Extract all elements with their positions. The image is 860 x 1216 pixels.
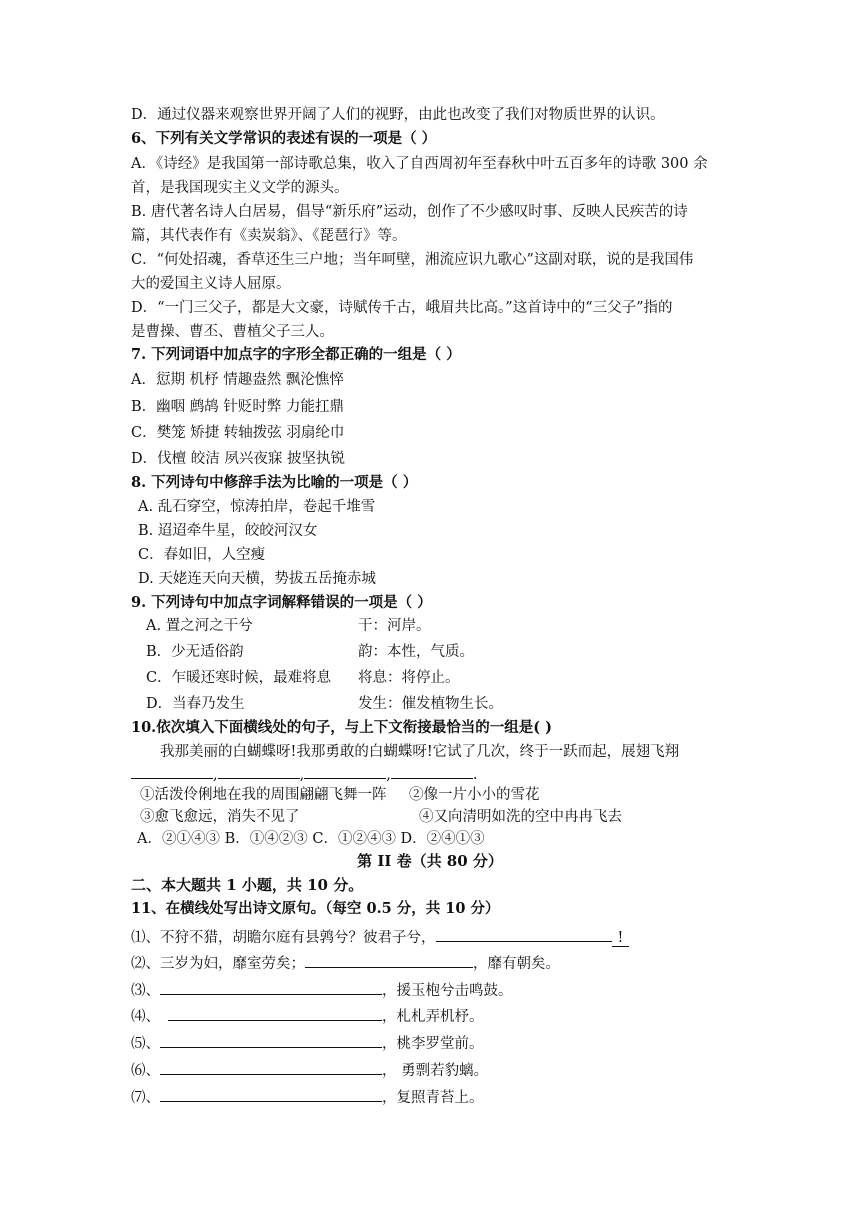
q6-stem: 6、下列有关文学常识的表述有误的一项是（ ） [131,130,437,147]
q10-blank-4[interactable] [391,764,473,779]
q9-stem: 9. 下列诗句中加点字词解释错误的一项是（ ） [131,594,432,611]
q5-option-d: D．通过仪器来观察世界开阔了人们的视野，由此也改变了我们对物质世界的认识。 [131,107,665,123]
q11-item-5: ⑸、 ，桃李罗堂前。 [131,1033,484,1053]
q7-option-c: C．樊笼 矫捷 转轴拨弦 羽扇纶巾 [131,425,345,441]
q10-stem: 10.依次填入下面横线处的句子，与上下文衔接最恰当的一组是( ) [131,719,552,736]
q7-option-a: A．愆期 机杼 情趣盎然 飘沦憔悴 [131,372,344,388]
q11-blank-2[interactable] [305,953,473,968]
q11-item-4: ⑷、 ，札札弄机杼。 [131,1006,484,1026]
q10-sentence-3: ③愈飞愈远，消失不见了 [140,809,300,825]
q10-answer-options: A．②①④③ B．①④②③ C．①②④③ D．②④①③ [137,831,485,847]
q6-option-b-line2: 篇，其代表作有《卖炭翁》、《琵琶行》等。 [131,228,407,244]
q7-option-d: D．伐檀 皎洁 夙兴夜寐 披坚执锐 [131,451,345,467]
q10-passage: 我那美丽的白蝴蝶呀!我那勇敢的白蝴蝶呀!它试了几次，终于一跃而起，展翅飞翔 [160,744,680,760]
q6-option-d-line2: 是曹操、曹丕、曹植父子三人。 [131,324,334,340]
q9-option-c-explanation: 将息：将停止。 [358,670,460,686]
section2-heading: 二、本大题共 1 小题，共 10 分。 [131,876,364,894]
q10-blank-3[interactable] [304,764,386,779]
q11-item-6: ⑹、 ， 勇剽若豹螭。 [131,1060,488,1080]
q10-sentence-4: ④又向清明如洗的空中冉冉飞去 [419,809,622,825]
q9-option-a-explanation: 干：河岸。 [358,618,431,634]
q9-option-b-explanation: 韵：本性，气质。 [358,644,474,660]
q9-option-c-text: C．乍暖还寒时候，最难将息 [146,670,332,686]
q11-blank-7[interactable] [160,1087,382,1102]
q9-option-a-text: A. 置之河之干兮 [146,618,253,634]
q7-option-b: B．幽咽 鹧鸪 针贬时弊 力能扛鼎 [131,399,344,415]
q11-blank-6[interactable] [160,1060,382,1075]
q6-option-b-line1: B. 唐代著名诗人白居易，倡导“新乐府”运动，创作了不少感叹时事、反映人民疾苦的诗 [131,204,688,220]
q9-option-d-text: D．当春乃发生 [146,696,245,712]
q11-blank-4[interactable] [168,1006,382,1021]
q9-option-d-explanation: 发生：催发植物生长。 [358,696,503,712]
q9-option-b-text: B．少无适俗韵 [146,644,244,660]
q11-blank-1[interactable] [436,927,612,942]
q11-item-1: ⑴、不狩不猎，胡瞻尔庭有县鹑兮？彼君子兮， ! [131,927,629,947]
q8-option-d: D. 天姥连天向天横，势拔五岳掩赤城 [138,571,376,587]
q10-blank-row: , , , . [131,764,477,784]
q10-blank-1[interactable] [131,764,213,779]
q8-stem: 8. 下列诗句中修辞手法为比喻的一项是（ ） [131,474,418,491]
q11-stem: 11、在横线处写出诗文原句。（每空 0.5 分，共 10 分） [131,900,500,917]
q6-option-c-line1: C．“何处招魂，香草还生三户地；当年呵壁，湘流应识九歌心”这副对联，说的是我国伟 [131,252,694,268]
q6-option-a-line1: A．《诗经》是我国第一部诗歌总集，收入了自西周初年至春秋中叶五百多年的诗歌 300 余 [131,156,708,172]
q8-option-b: B. 迢迢牵牛星，皎皎河汉女 [138,523,318,539]
q11-item-2: ⑵、三岁为妇，靡室劳矣； ，靡有朝矣。 [131,953,560,973]
q10-sentence-2: ②像一片小小的雪花 [409,787,540,803]
q8-option-c: C．春如旧，人空瘦 [138,547,266,563]
q11-blank-3[interactable] [160,980,382,995]
q11-blank-5[interactable] [160,1033,382,1048]
q11-item-3: ⑶、 ，援玉枹兮击鸣鼓。 [131,980,513,1000]
q10-sentence-1: ①活泼伶俐地在我的周围翩翩飞舞一阵 [140,787,387,803]
q6-option-a-line2: 首，是我国现实主义文学的源头。 [131,180,349,196]
q8-option-a: A. 乱石穿空，惊涛拍岸，卷起千堆雪 [138,499,376,515]
q7-stem: 7. 下列词语中加点字的字形全都正确的一组是（ ） [131,346,461,363]
q10-blank-2[interactable] [218,764,300,779]
q11-item-7: ⑺、 ，复照青苔上。 [131,1087,484,1107]
volume-title: 第 II 卷（共 80 分） [357,852,503,870]
q6-option-c-line2: 大的爱国主义诗人屈原。 [131,276,291,292]
q6-option-d-line1: D．“一门三父子，都是大文豪，诗赋传千古，峨眉共比高。”这首诗中的“三父子”指的 [131,300,673,316]
